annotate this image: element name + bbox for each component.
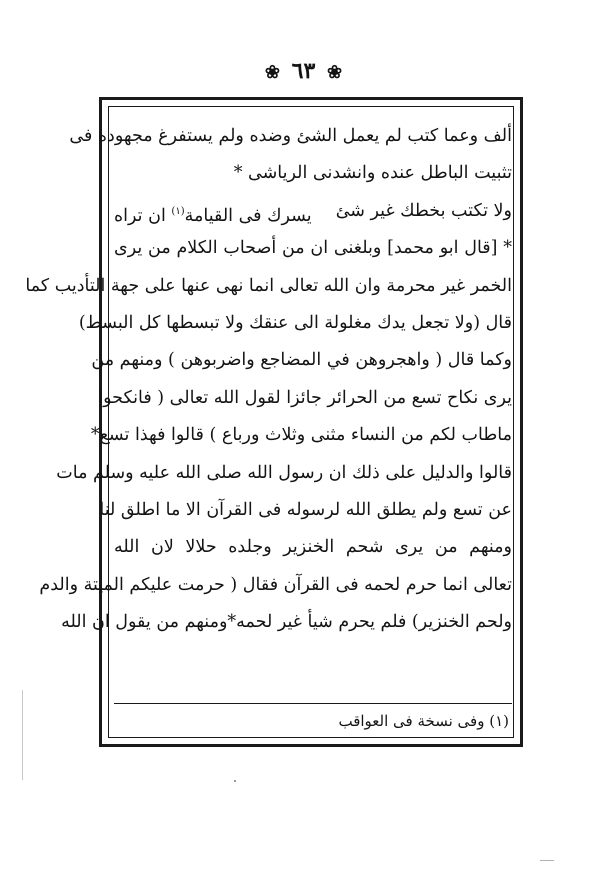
text-line: قال (ولا تجعل يدك مغلولة الى عنقك ولا تبسطها كل البسط) (78, 312, 512, 333)
page-number-label: ٦٣ (291, 58, 316, 84)
main-text (25, 118, 512, 641)
verse-second-hemistich-b: ان تراه (114, 205, 166, 226)
text-line: تثبيت الباطل عنده وانشدنى الرياشى * (233, 163, 512, 184)
verse-first-hemistich: ولا تكتب بخطك غير شئ (335, 200, 512, 221)
text-line: * [قال ابو محمد] وبلغنى ان من أصحاب الكلام من يرى (114, 238, 512, 259)
text-line: ولحم الخنزير) فلم يحرم شيأ غير لحمه*ومنهم من يقول ان الله (61, 612, 512, 633)
verse-second-hemistich (114, 193, 312, 230)
footnote: (١) وفى نسخة فى العواقب (338, 712, 509, 730)
text-line: ماطاب لكم من النساء مثنى وثلاث ورباع ) قالوا فهذا تسع* (90, 425, 512, 446)
text-line: يرى نكاح تسع من الحرائر جائزا لقول الله تعالى ( فانكحوا (98, 387, 512, 408)
text-line: ومنهم من يرى شحم الخنزير وجلده حلالا لان الله (114, 537, 512, 558)
footnote-divider (114, 703, 512, 704)
footnote-marker: (١) (171, 205, 185, 217)
page-number (0, 58, 607, 84)
scan-speck (234, 780, 236, 782)
text-line: قالوا والدليل على ذلك ان رسول الله صلى الله عليه وسلم مات (56, 462, 512, 483)
scan-speck (540, 860, 554, 861)
ornament-icon: ❀ (264, 62, 280, 83)
text-line: وكما قال ( واهجروهن في المضاجع واضربوهن ) ومنهم من (91, 350, 512, 371)
verse-second-hemistich-a: يسرك فى القيامة (184, 205, 312, 226)
text-line: عن تسع ولم يطلق الله لرسوله فى القرآن الا ما اطلق لنا (99, 499, 512, 520)
text-line: تعالى انما حرم لحمه فى القرآن فقال ( حرمت عليكم الميتة والدم (39, 574, 512, 595)
verse-line (114, 193, 512, 230)
ornament-icon: ❀ (326, 62, 343, 83)
text-line: الخمر غير محرمة وان الله تعالى انما نهى عنها على جهة التأديب كما (25, 275, 512, 296)
text-line: ألف وعما كتب لم يعمل الشئ وضده ولم يستفرغ مجهوده فى (69, 126, 512, 146)
scan-speck (22, 690, 23, 780)
